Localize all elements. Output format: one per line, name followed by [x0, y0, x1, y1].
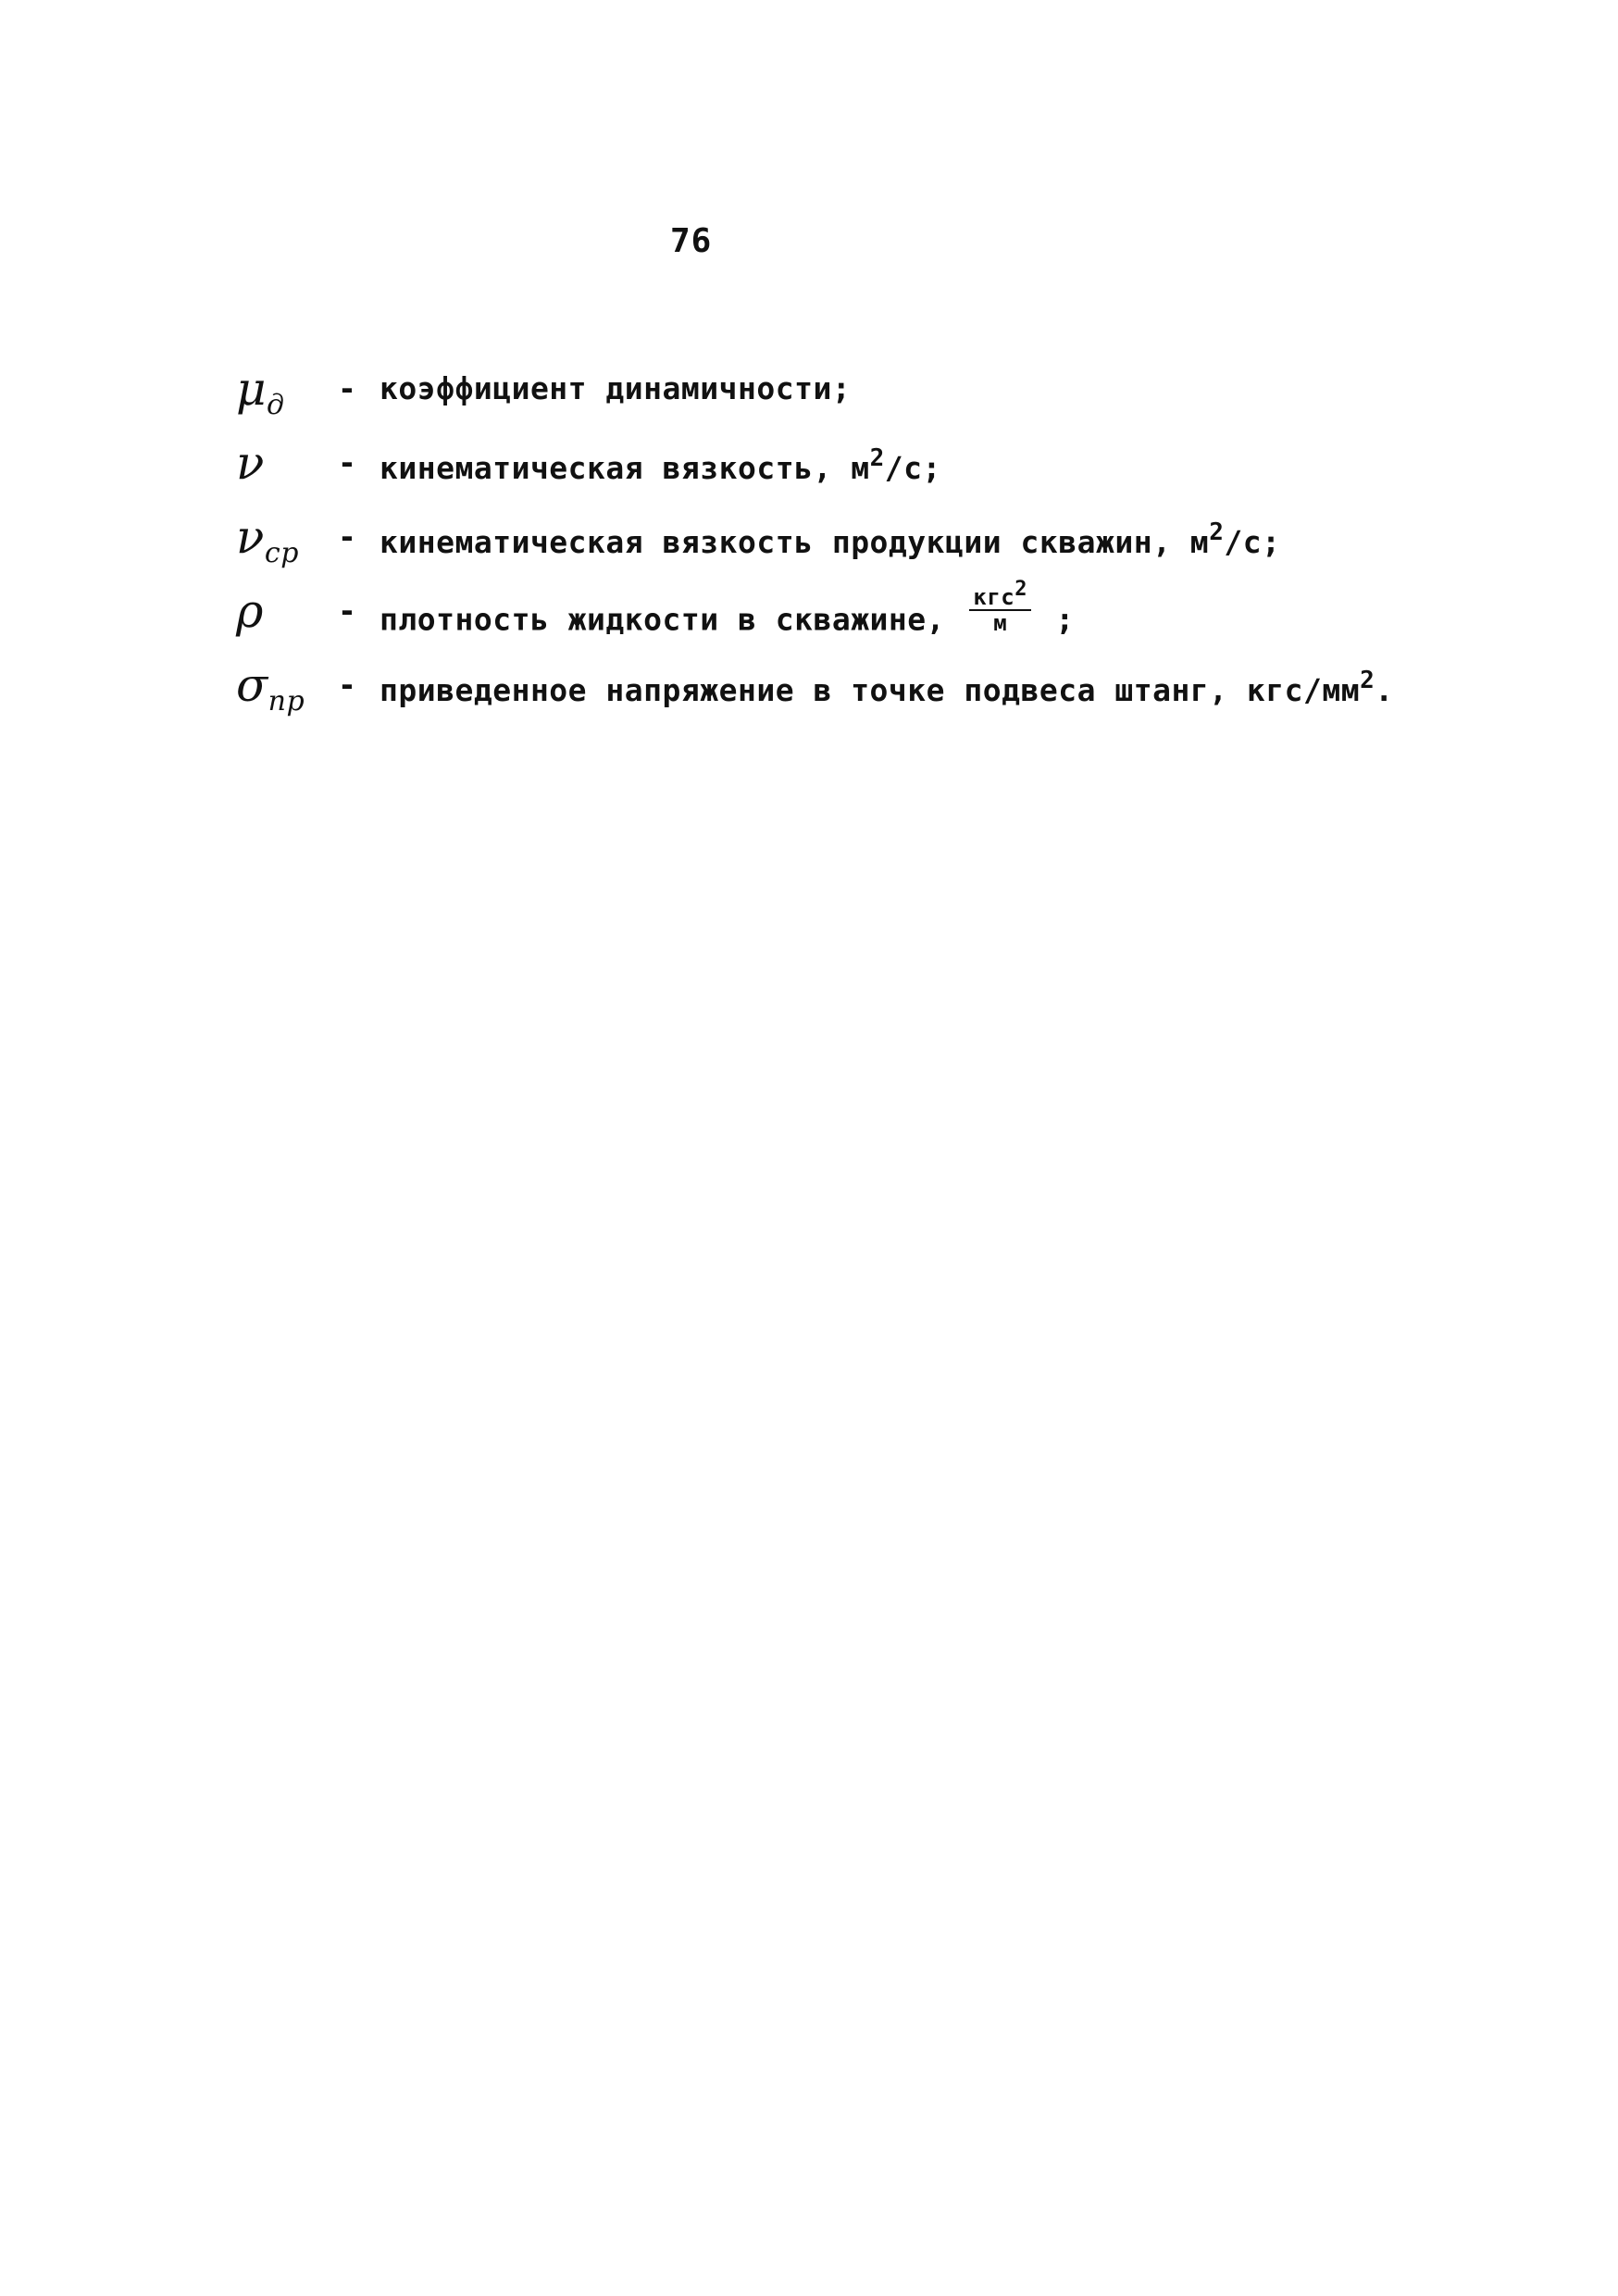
definition-text	[380, 578, 1075, 650]
definition-text	[380, 518, 1280, 560]
unit-fraction	[969, 578, 1031, 635]
symbol-main: ν	[236, 510, 265, 564]
definition-text-before: кинематическая вязкость, м	[380, 450, 870, 486]
symbol	[236, 657, 347, 722]
dash: -	[338, 518, 357, 555]
definition-text-before: приведенное напряжение в точке подвеса штанг, кгс/мм	[380, 672, 1361, 708]
dash: -	[338, 667, 357, 703]
superscript: 2	[869, 444, 885, 472]
symbol-main: ρ	[236, 584, 264, 638]
symbol-main: ν	[236, 436, 265, 490]
superscript: 2	[1209, 518, 1225, 546]
definition-text	[380, 444, 941, 486]
definition-line	[236, 578, 1439, 657]
symbol-subscript: пр	[268, 685, 305, 718]
definition-text	[380, 370, 851, 406]
definition-line	[236, 435, 1439, 509]
symbol	[236, 583, 347, 648]
definition-text-main: коэффициент динамичности;	[380, 370, 852, 406]
symbol-subscript: ср	[264, 537, 299, 569]
symbol	[236, 435, 347, 500]
dash: -	[338, 370, 357, 406]
fraction-numerator-text: кгс	[973, 584, 1015, 610]
dash: -	[338, 593, 357, 629]
definition-line	[236, 361, 1439, 435]
symbol-main: μ	[236, 362, 267, 416]
symbol-definitions-list	[236, 361, 1439, 731]
definition-line	[236, 509, 1439, 583]
definition-text-before: кинематическая вязкость продукции скважин, м	[380, 524, 1210, 560]
fraction-numerator	[969, 578, 1031, 611]
definition-line	[236, 657, 1439, 731]
definition-text	[380, 667, 1394, 708]
fraction-numerator-sup: 2	[1014, 578, 1028, 601]
superscript: 2	[1360, 667, 1375, 694]
fraction-denominator: м	[993, 610, 1008, 636]
definition-text-after: ;	[1055, 601, 1075, 638]
symbol	[236, 509, 347, 574]
symbol	[236, 361, 347, 426]
dash: -	[338, 444, 357, 480]
symbol-main: σ	[236, 658, 268, 712]
page-number: 76	[670, 222, 713, 260]
definition-text-after: /с;	[884, 450, 941, 486]
definition-text-after: .	[1375, 672, 1394, 708]
definition-text-before: плотность жидкости в скважине,	[380, 601, 946, 638]
symbol-subscript: д	[267, 389, 285, 421]
definition-text-after: /с;	[1224, 524, 1281, 560]
